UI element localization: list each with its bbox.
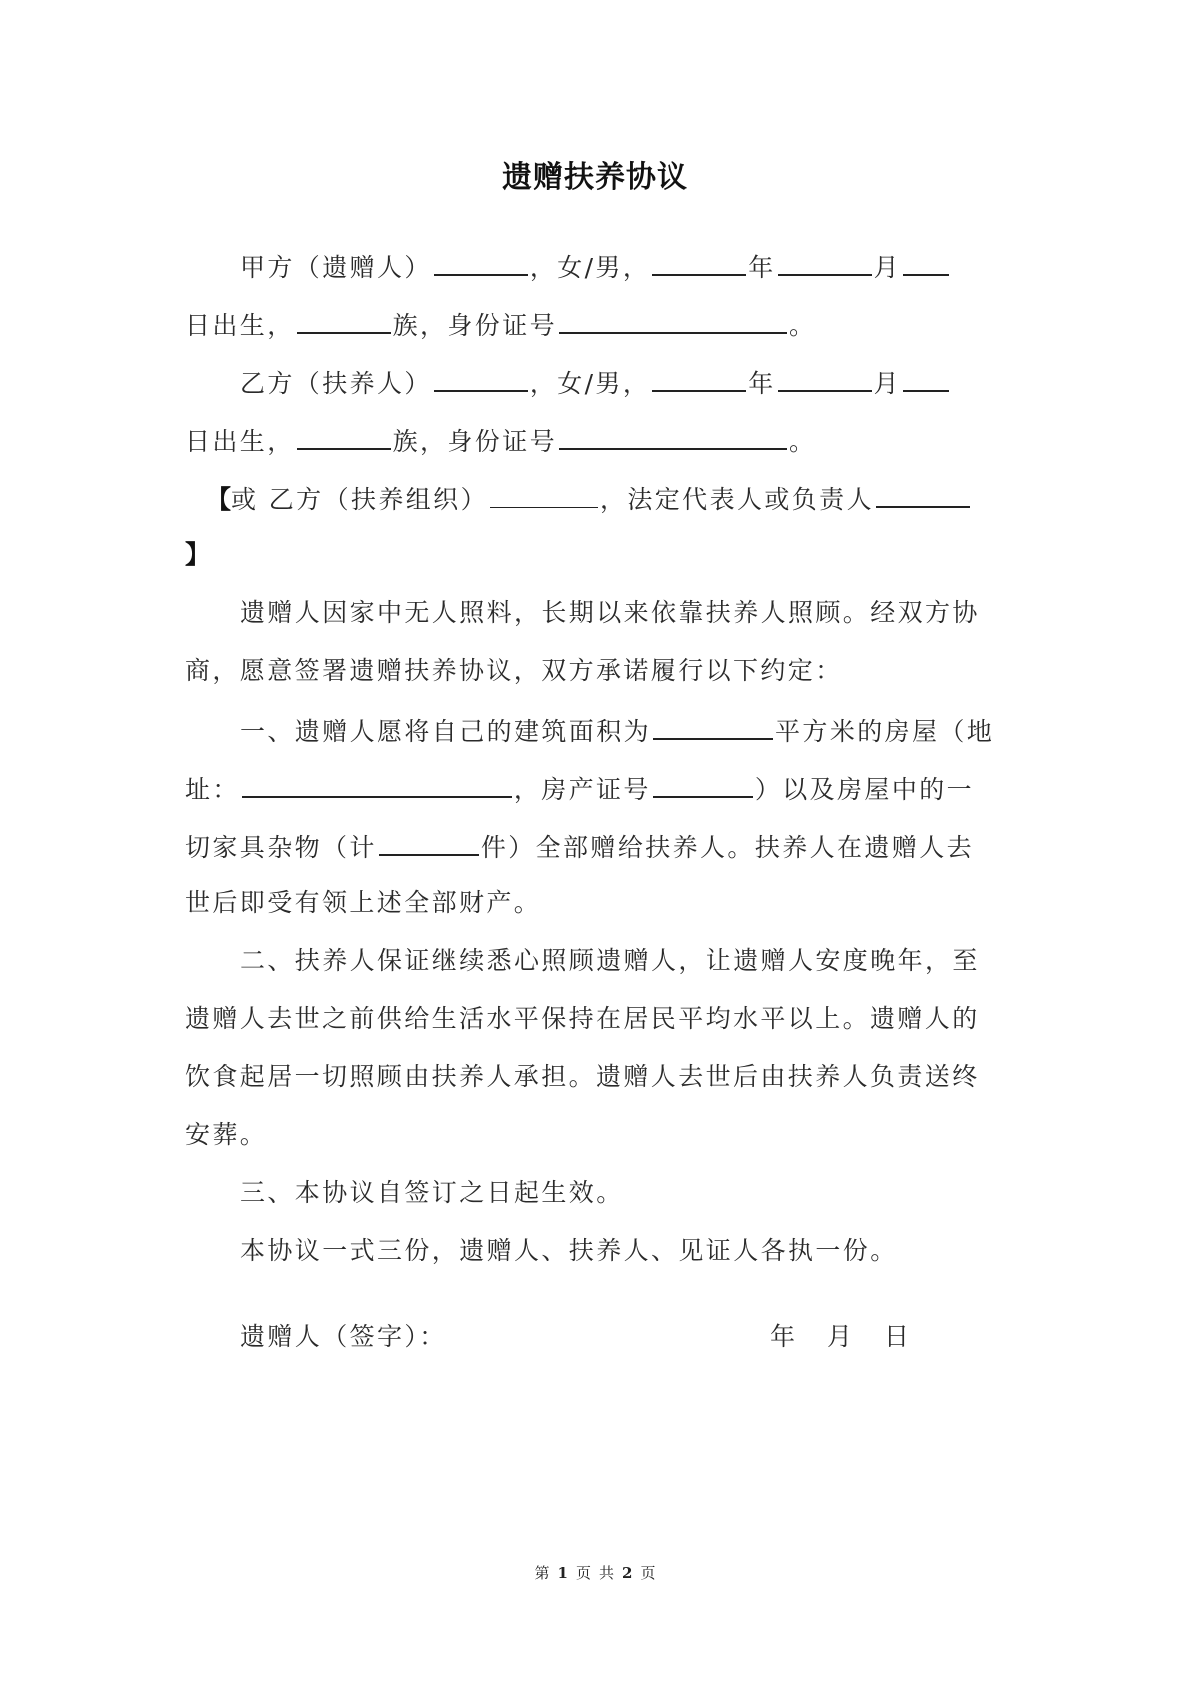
clause-1-line-4: 世后即受有领上述全部财产。 — [185, 888, 542, 917]
date-day-label: 日 — [884, 1322, 910, 1351]
area-blank[interactable] — [653, 712, 773, 740]
party-a-end: 。 — [789, 311, 817, 340]
party-b-end: 。 — [789, 427, 817, 456]
party-b-gender-text: ，女/男， — [529, 369, 651, 398]
party-b-org-line — [206, 480, 972, 517]
party-b-org-line-2 — [185, 538, 210, 572]
clause-1-line-3 — [185, 828, 974, 865]
clause-2-line-3: 饮食起居一切照顾由扶养人承担。遗赠人去世后由扶养人负责送终 — [185, 1062, 980, 1091]
signature-label: 遗赠人（签字）： — [240, 1322, 447, 1351]
clause-2-line-4: 安葬。 — [185, 1120, 268, 1149]
party-a-month-label: 月 — [873, 253, 902, 282]
party-b-org-rep-label: ，法定代表人或负责人 — [599, 485, 874, 514]
item-count-blank[interactable] — [379, 828, 479, 856]
party-a-line-1 — [240, 248, 951, 285]
party-b-name-blank[interactable] — [434, 364, 528, 392]
page-title: 遗赠扶养协议 — [502, 160, 688, 195]
party-b-org-label: 或 乙方（扶养组织） — [231, 485, 488, 514]
clause-1-line-3-tail: 件）全部赠给扶养人。扶养人在遗赠人去 — [480, 833, 975, 862]
address-label: 址： — [185, 775, 240, 804]
total-unit: 页 — [640, 1564, 656, 1582]
party-b-day-blank[interactable] — [903, 364, 949, 392]
party-b-org-name-blank[interactable] — [490, 481, 598, 508]
close-bracket: 】 — [185, 540, 211, 569]
party-b-id-label: 族，身份证号 — [392, 427, 558, 456]
page-number: 1 — [557, 1564, 568, 1582]
signature-date — [770, 1320, 909, 1354]
party-a-line-2 — [185, 306, 816, 343]
party-a-id-label: 族，身份证号 — [392, 311, 558, 340]
date-year-label: 年 — [770, 1322, 796, 1351]
intro-line-2: 商，愿意签署遗赠扶养协议，双方承诺履行以下约定： — [185, 656, 843, 685]
party-a-name-blank[interactable] — [434, 248, 528, 276]
party-a-id-blank[interactable] — [559, 306, 787, 334]
certificate-label: ，房产证号 — [513, 775, 651, 804]
party-b-year-blank[interactable] — [652, 364, 746, 392]
clause-2-line-1: 二、扶养人保证继续悉心照顾遗赠人，让遗赠人安度晚年，至 — [240, 946, 980, 975]
address-blank[interactable] — [242, 770, 512, 798]
date-month-label: 月 — [827, 1322, 853, 1351]
party-b-ethnic-blank[interactable] — [297, 422, 391, 450]
furniture-label: 切家具杂物（计 — [185, 833, 377, 862]
page-footer — [0, 1563, 1190, 1583]
clause-2-line-2: 遗赠人去世之前供给生活水平保持在居民平均水平以上。遗赠人的 — [185, 1004, 980, 1033]
party-a-birth-text: 日出生， — [185, 311, 295, 340]
clause-1-line-2 — [185, 770, 974, 807]
party-b-label: 乙方（扶养人） — [240, 369, 432, 398]
party-a-year-blank[interactable] — [652, 248, 746, 276]
party-b-id-blank[interactable] — [559, 422, 787, 450]
clause-3: 三、本协议自签订之日起生效。 — [240, 1178, 624, 1207]
total-word: 共 — [599, 1564, 615, 1582]
party-a-ethnic-blank[interactable] — [297, 306, 391, 334]
page-word: 第 — [534, 1564, 550, 1582]
party-b-line-1 — [240, 364, 951, 401]
copies-text: 本协议一式三份，遗赠人、扶养人、见证人各执一份。 — [240, 1236, 898, 1265]
party-a-gender-text: ，女/男， — [529, 253, 651, 282]
page-unit: 页 — [575, 1564, 591, 1582]
party-b-line-2 — [185, 422, 816, 459]
party-b-org-rep-blank[interactable] — [876, 480, 970, 508]
clause-1-area-label: 一、遗赠人愿将自己的建筑面积为 — [240, 717, 652, 746]
party-b-year-label: 年 — [748, 369, 776, 398]
party-b-month-label: 月 — [873, 369, 902, 398]
party-a-label: 甲方（遗赠人） — [240, 253, 432, 282]
clause-1-line-1 — [240, 712, 994, 749]
party-b-birth-text: 日出生， — [185, 427, 295, 456]
party-a-month-blank[interactable] — [778, 248, 872, 276]
clause-1-house-label: 平方米的房屋（地 — [775, 717, 995, 746]
party-a-year-label: 年 — [748, 253, 776, 282]
open-bracket: 【 — [206, 485, 232, 514]
certificate-blank[interactable] — [653, 770, 753, 798]
intro-line-1: 遗赠人因家中无人照料，长期以来依靠扶养人照顾。经双方协 — [240, 598, 980, 627]
total-pages: 2 — [622, 1564, 633, 1582]
party-a-day-blank[interactable] — [903, 248, 949, 276]
clause-1-line-2-tail: ）以及房屋中的一 — [754, 775, 975, 804]
party-b-month-blank[interactable] — [778, 364, 872, 392]
